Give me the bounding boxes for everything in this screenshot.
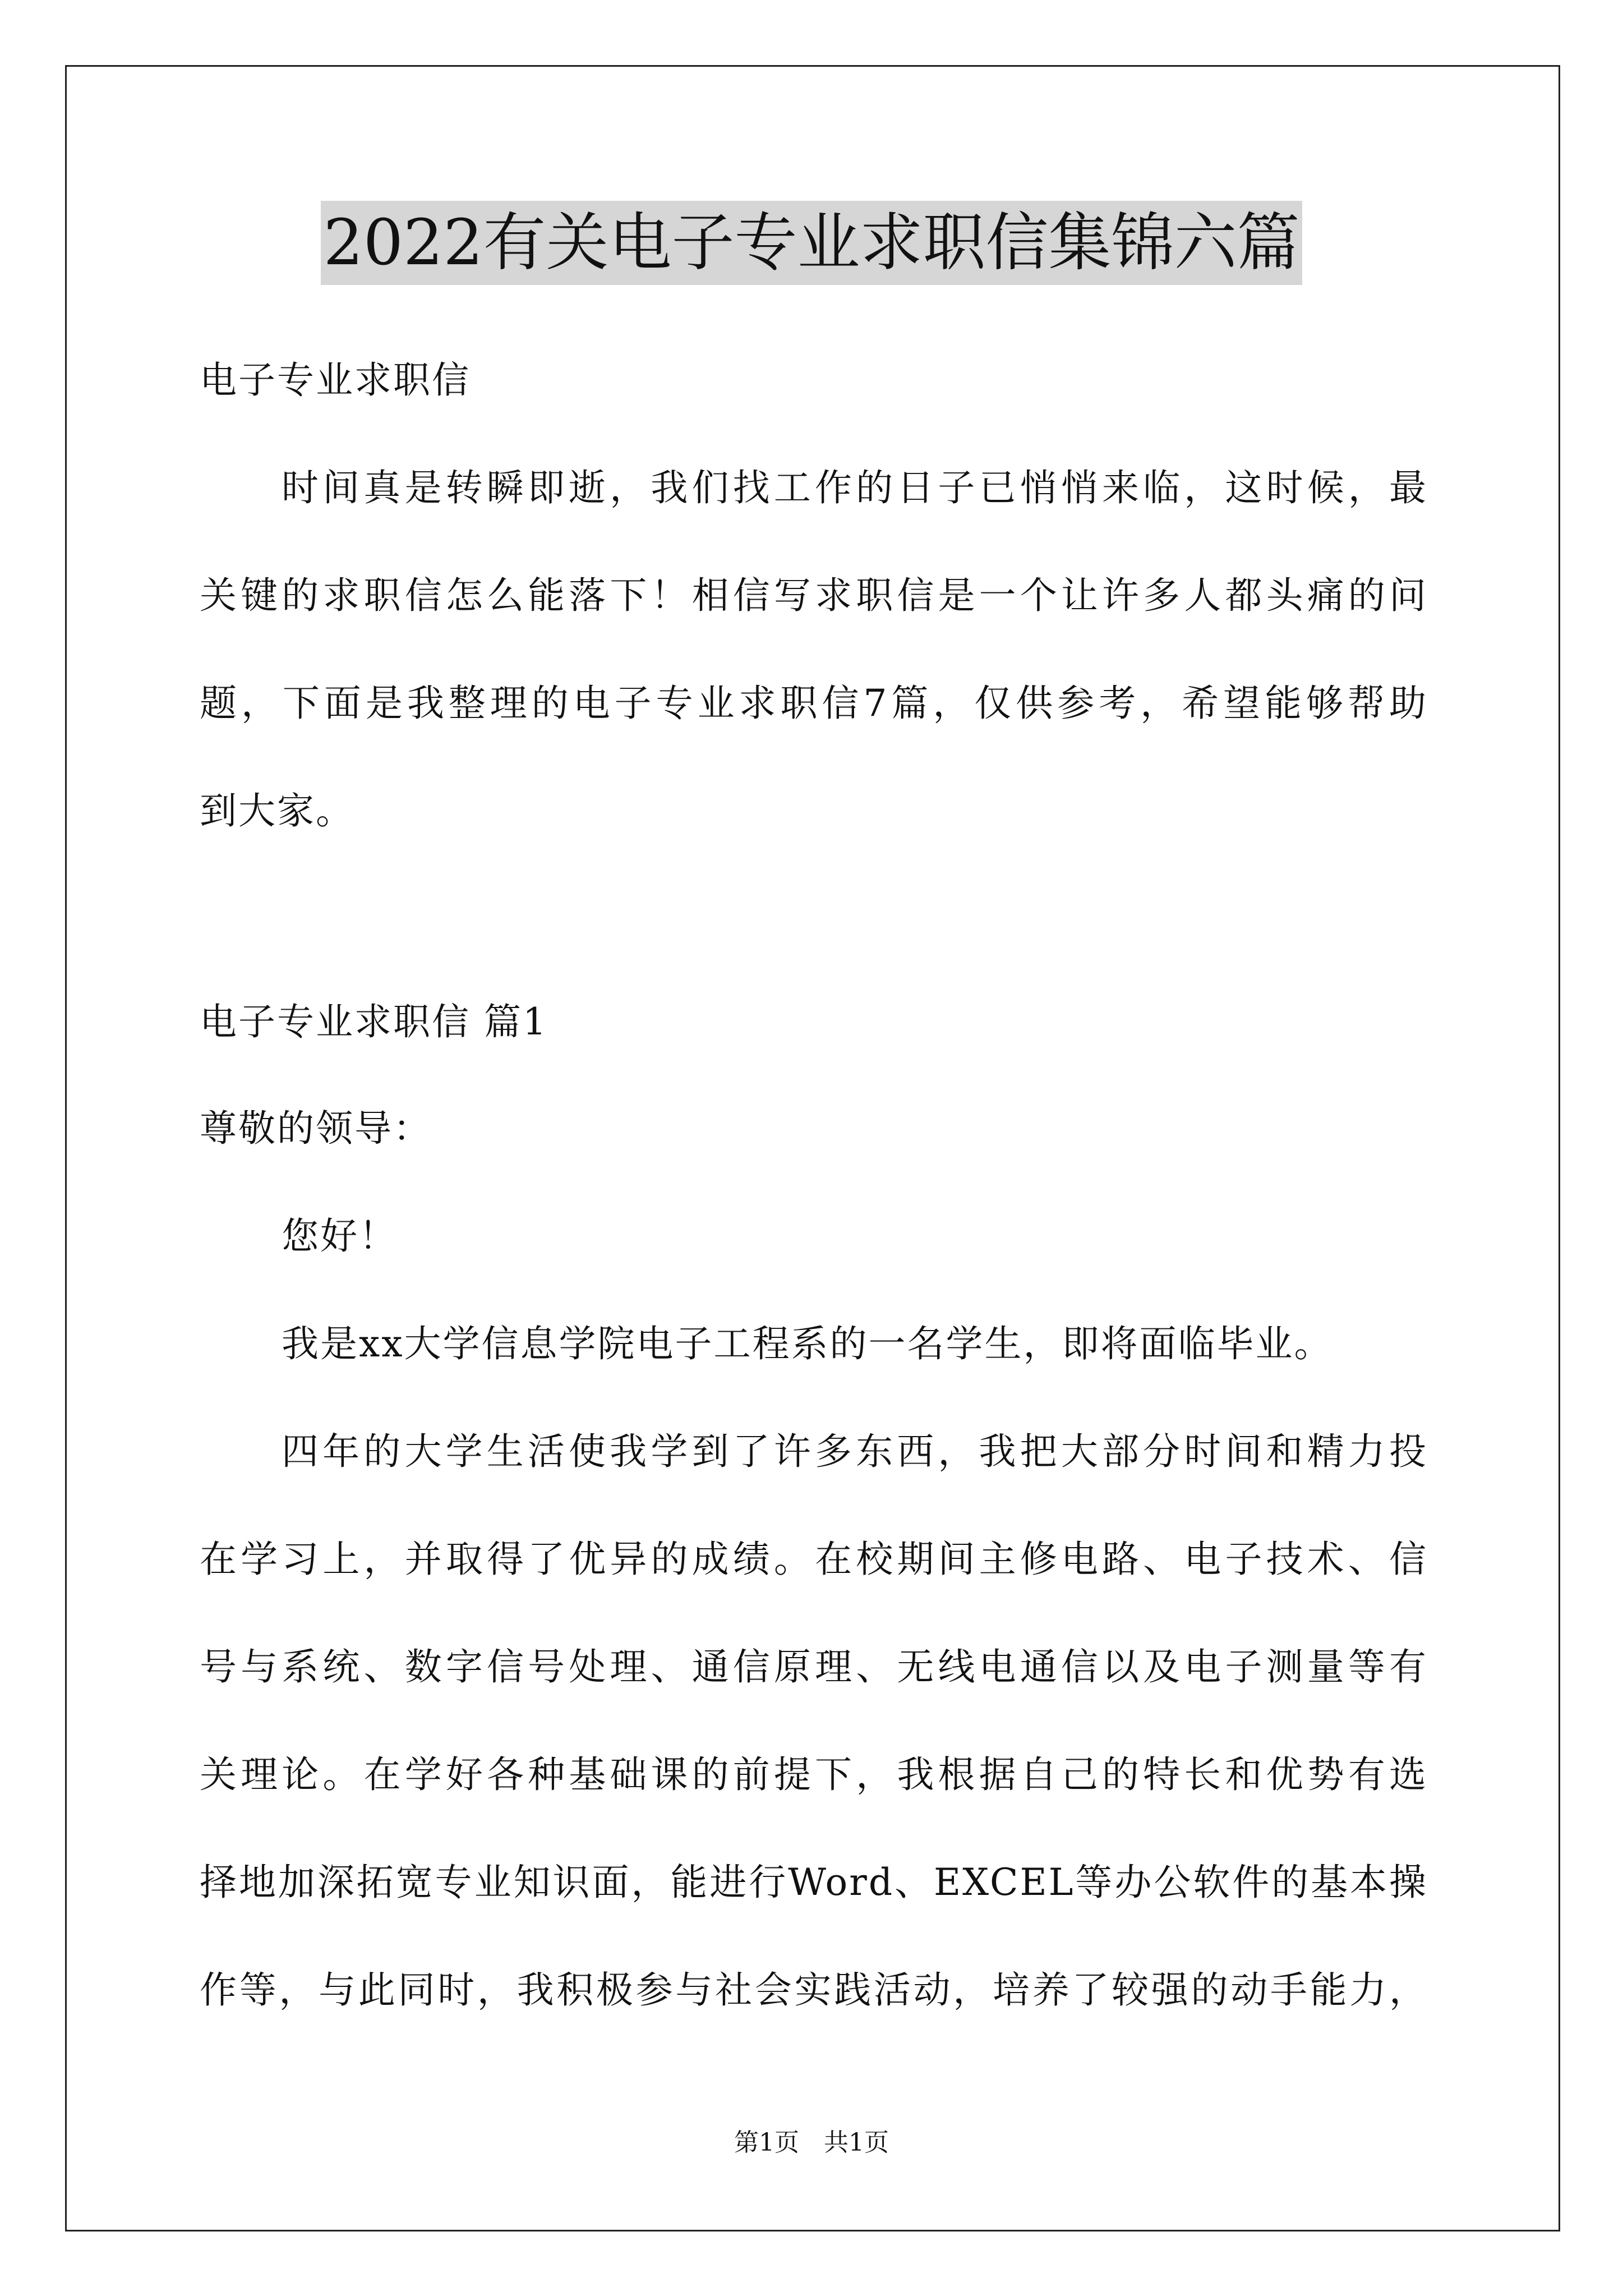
document-title xyxy=(0,201,1623,285)
document-title-text: 2022有关电子专业求职信集锦六篇 xyxy=(321,201,1302,285)
paragraph-line: 到大家。 xyxy=(200,789,354,832)
paragraph-line: 关键的求职信怎么能落下！相信写求职信是一个让许多人都头痛的问 xyxy=(200,574,1428,617)
paragraph-line: 择地加深拓宽专业知识面，能进行Word、EXCEL等办公软件的基本操 xyxy=(200,1861,1428,1904)
page-footer: 第1页 共1页 xyxy=(734,2128,889,2157)
paragraph-line: 时间真是转瞬即逝，我们找工作的日子已悄悄来临，这时候，最 xyxy=(282,466,1428,509)
salutation: 尊敬的领导： xyxy=(200,1107,432,1150)
section-heading-letter-1: 电子专业求职信 篇1 xyxy=(200,1000,548,1043)
paragraph-line: 作等，与此同时，我积极参与社会实践活动，培养了较强的动手能力， xyxy=(200,1968,1428,2012)
paragraph-line: 号与系统、数字信号处理、通信原理、无线电通信以及电子测量等有 xyxy=(200,1645,1428,1688)
paragraph-line: 我是xx大学信息学院电子工程系的一名学生，即将面临毕业。 xyxy=(282,1322,1333,1365)
greeting: 您好！ xyxy=(282,1214,398,1258)
paragraph-line: 四年的大学生活使我学到了许多东西，我把大部分时间和精力投 xyxy=(282,1430,1428,1473)
paragraph-line: 关理论。在学好各种基础课的前提下，我根据自己的特长和优势有选 xyxy=(200,1753,1428,1796)
paragraph-line: 题，下面是我整理的电子专业求职信7篇，仅供参考，希望能够帮助 xyxy=(200,682,1428,725)
paragraph-line: 在学习上，并取得了优异的成绩。在校期间主修电路、电子技术、信 xyxy=(200,1538,1428,1581)
section-heading-intro: 电子专业求职信 xyxy=(200,358,471,402)
